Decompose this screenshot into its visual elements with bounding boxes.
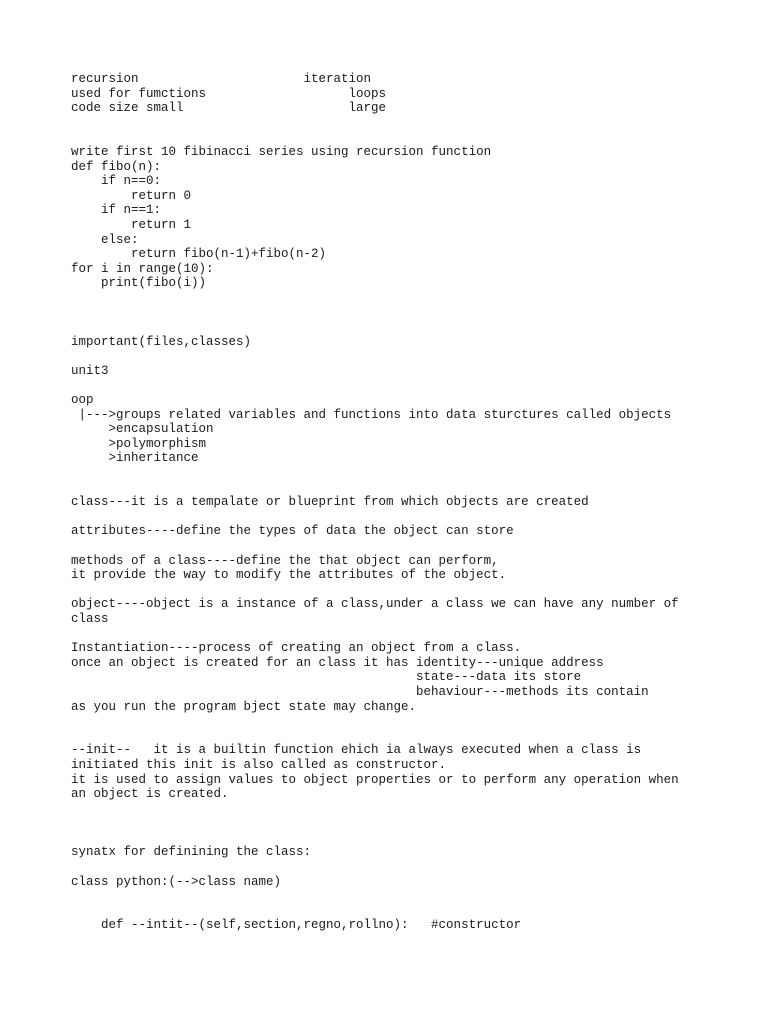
text-line [71, 729, 679, 744]
text-line: code size small large [71, 101, 387, 116]
text-line [71, 291, 679, 306]
text-line: recursion iteration [71, 72, 372, 86]
text-line: for i in range(10): [71, 261, 214, 276]
text-line: class [71, 611, 109, 626]
text-line: class python:(-->class name) [71, 874, 282, 889]
text-line [71, 904, 679, 919]
text-line [71, 510, 679, 525]
text-line: oop [71, 393, 94, 408]
text-line: def --intit--(self,section,regno,rollno): #constructor [71, 918, 522, 933]
text-line [71, 583, 679, 598]
text-line [71, 116, 679, 131]
text-line: methods of a class----define the that object can perform, [71, 553, 499, 568]
text-line: class---it is a tempalate or blueprint from which objects are created [71, 495, 589, 510]
text-line: >polymorphism [71, 436, 207, 451]
text-line: unit3 [71, 363, 109, 378]
text-line: state---data its store [71, 670, 582, 685]
text-line: Instantiation----process of creating an object from a class. [71, 641, 522, 656]
text-line: an object is created. [71, 787, 229, 802]
text-line [71, 466, 679, 481]
text-line [71, 627, 679, 642]
text-line: >inheritance [71, 451, 199, 466]
text-line: write first 10 fibinacci series using recursion function [71, 144, 492, 159]
text-line: return 0 [71, 188, 192, 203]
text-line [71, 539, 679, 554]
text-line: attributes----define the types of data the object can store [71, 524, 514, 539]
text-line [71, 378, 679, 393]
text-line: if n==1: [71, 203, 162, 218]
text-line: |--->groups related variables and functions into data sturctures called objects [71, 407, 672, 422]
text-line [71, 714, 679, 729]
text-line: --init-- it is a builtin function ehich ia always executed when a class is [71, 743, 642, 758]
text-line: if n==0: [71, 174, 162, 189]
text-line [71, 481, 679, 496]
text-line: once an object is created for an class it has identity---unique address [71, 655, 604, 670]
text-line [71, 349, 679, 364]
notes-text [71, 72, 679, 933]
text-line [71, 802, 679, 817]
text-line [71, 889, 679, 904]
text-line: it provide the way to modify the attributes of the object. [71, 568, 507, 583]
text-line: it is used to assign values to object properties or to perform any operation when [71, 772, 679, 787]
text-line [71, 860, 679, 875]
text-line: object----object is a instance of a class,under a class we can have any number of [71, 597, 679, 612]
text-line [71, 816, 679, 831]
text-line: else: [71, 232, 139, 247]
text-line [71, 831, 679, 846]
text-line: as you run the program bject state may change. [71, 699, 417, 714]
text-line: behaviour---methods its contain [71, 684, 649, 699]
text-line: return 1 [71, 217, 192, 232]
text-line [71, 320, 679, 335]
text-line: return fibo(n-1)+fibo(n-2) [71, 247, 327, 262]
text-line: print(fibo(i)) [71, 276, 207, 291]
text-line: important(files,classes) [71, 334, 252, 349]
text-line: def fibo(n): [71, 159, 162, 174]
text-line: used for fumctions loops [71, 86, 387, 101]
text-line: synatx for definining the class: [71, 845, 312, 860]
text-line: initiated this init is also called as constructor. [71, 757, 447, 772]
text-line: >encapsulation [71, 422, 214, 437]
text-line [71, 306, 679, 321]
text-line [71, 130, 679, 145]
